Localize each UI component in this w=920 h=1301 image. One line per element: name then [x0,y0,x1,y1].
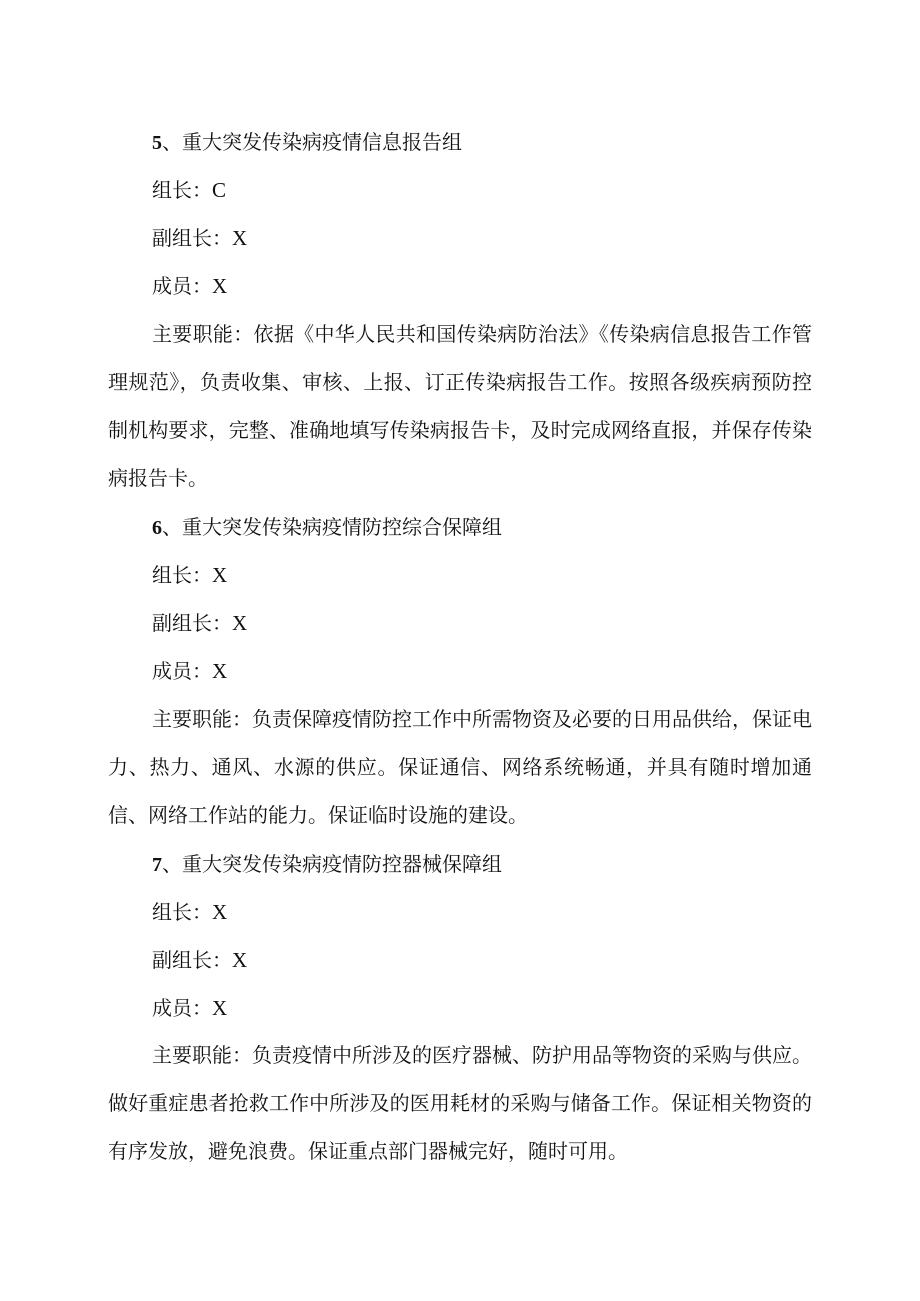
section-number: 6 [152,517,162,539]
leader-line [152,178,226,202]
section-heading-5 [152,130,462,155]
deputy-line [152,611,247,635]
members-label: 成员： [152,274,212,298]
members-label: 成员： [152,996,212,1020]
section-heading-6 [152,515,502,540]
duties-paragraph: 主要职能：负责保障疫情防控工作中所需物资及必要的日用品供给，保证电力、热力、通风、水源的供应。保证通信、网络系统畅通，并具有随时增加通信、网络工作站的能力。保证临时设施的建设。 [108,707,812,827]
leader-label: 组长： [152,563,212,587]
deputy-value: X [232,948,248,972]
leader-line [152,563,227,587]
deputy-value: X [232,226,248,250]
members-value: X [212,274,228,298]
members-value: X [212,659,228,683]
deputy-line [152,226,247,250]
deputy-label: 副组长： [152,948,232,972]
leader-label: 组长： [152,178,212,202]
deputy-label: 副组长： [152,226,232,250]
section-number: 7 [152,854,162,876]
duties-paragraph: 主要职能：负责疫情中所涉及的医疗器械、防护用品等物资的采购与供应。做好重症患者抢救工作中所涉及的医用耗材的采购与储备工作。保证相关物资的有序发放，避免浪费。保证重点部门器械完好，随时可用。 [108,1043,812,1163]
members-line [152,274,227,298]
members-line [152,659,227,683]
deputy-value: X [232,611,248,635]
deputy-line [152,948,247,972]
members-line [152,996,227,1020]
deputy-label: 副组长： [152,611,232,635]
members-label: 成员： [152,659,212,683]
leader-value: X [212,900,228,924]
duties-paragraph: 主要职能：依据《中华人民共和国传染病防治法》《传染病信息报告工作管理规范》，负责收集、审核、上报、订正传染病报告工作。按照各级疾病预防控制机构要求，完整、准确地填写传染病报告卡，及时完成网络直报，并保存传染病报告卡。 [108,322,812,490]
leader-value: X [212,563,228,587]
section-title: 、重大突发传染病疫情防控器械保障组 [162,852,502,876]
section-number: 5 [152,132,162,154]
leader-label: 组长： [152,900,212,924]
members-value: X [212,996,228,1020]
section-title: 、重大突发传染病疫情信息报告组 [162,130,462,154]
section-title: 、重大突发传染病疫情防控综合保障组 [162,515,502,539]
section-heading-7 [152,852,502,877]
leader-line [152,900,227,924]
leader-value: C [212,178,227,202]
